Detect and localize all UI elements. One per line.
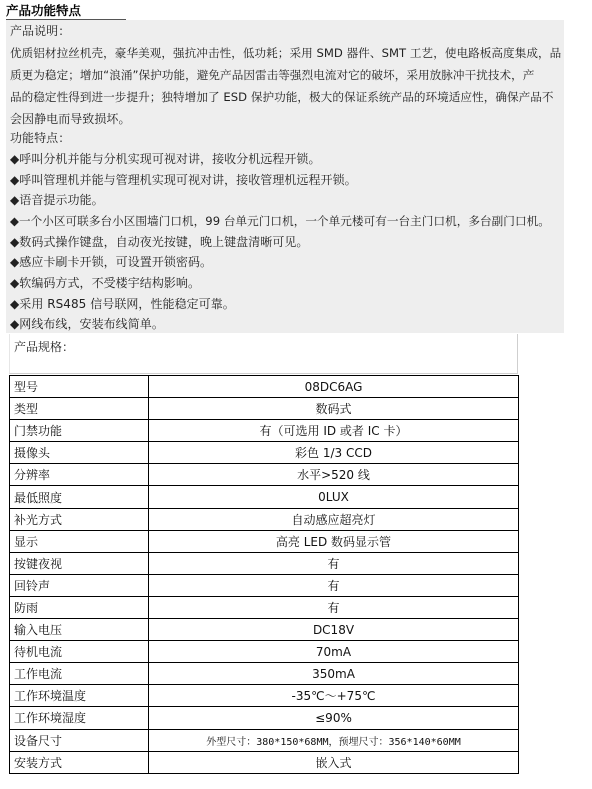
- table-row: [10, 574, 519, 596]
- spec-value: 有: [149, 574, 519, 596]
- spec-value: 数码式: [149, 398, 519, 420]
- spec-value: -35℃～+75℃: [149, 685, 519, 707]
- spec-value: 0LUX: [149, 486, 519, 508]
- description-block: [6, 20, 564, 333]
- spec-key: 显示: [10, 530, 149, 552]
- table-row: [10, 552, 519, 574]
- spec-key: 摄像头: [10, 442, 149, 464]
- spec-heading-box: [9, 334, 518, 374]
- spec-key: 工作环境湿度: [10, 707, 149, 729]
- table-row: [10, 530, 519, 552]
- feature-item: ◆一个小区可联多台小区围墙门口机，99 台单元门口机，一个单元楼可有一台主门口机，多台副门口机。: [10, 214, 550, 228]
- spec-key: 回铃声: [10, 574, 149, 596]
- table-row: [10, 508, 519, 530]
- feature-item: ◆采用 RS485 信号联网，性能稳定可靠。: [10, 297, 235, 311]
- feature-item: ◆呼叫分机并能与分机实现可视对讲，接收分机远程开锁。: [10, 152, 321, 166]
- spec-value: 高亮 LED 数码显示管: [149, 530, 519, 552]
- spec-value: 有: [149, 596, 519, 618]
- spec-heading: 产品规格：: [14, 340, 75, 354]
- table-row: [10, 442, 519, 464]
- table-row: [10, 751, 519, 773]
- feature-item: ◆语音提示功能。: [10, 193, 104, 207]
- table-row: [10, 619, 519, 641]
- description-line: 质更为稳定；增加“浪涌”保护功能，避免产品因雷击等强烈电流对它的破坏，采用放脉冲干扰技术，产: [10, 68, 535, 82]
- table-row: [10, 641, 519, 663]
- spec-value: 08DC6AG: [149, 376, 519, 398]
- spec-value: 彩色 1/3 CCD: [149, 442, 519, 464]
- spec-key: 待机电流: [10, 641, 149, 663]
- table-row: [10, 729, 519, 751]
- table-row: [10, 398, 519, 420]
- spec-value: 外型尺寸：380*150*68MM，预埋尺寸：356*140*60MM: [149, 729, 519, 751]
- spec-value: 水平>520 线: [149, 464, 519, 486]
- table-row: [10, 464, 519, 486]
- spec-key: 门禁功能: [10, 420, 149, 442]
- page-title: 产品功能特点: [6, 3, 82, 18]
- spec-key: 补光方式: [10, 508, 149, 530]
- description-heading: 产品说明：: [10, 24, 71, 38]
- spec-key: 设备尺寸: [10, 729, 149, 751]
- spec-key: 工作环境温度: [10, 685, 149, 707]
- spec-value: 有（可选用 ID 或者 IC 卡）: [149, 420, 519, 442]
- spec-value: 70mA: [149, 641, 519, 663]
- feature-item: ◆数码式操作键盘，自动夜光按键，晚上键盘清晰可见。: [10, 235, 309, 249]
- table-row: [10, 420, 519, 442]
- spec-key: 按键夜视: [10, 552, 149, 574]
- feature-item: ◆感应卡刷卡开锁，可设置开锁密码。: [10, 255, 213, 269]
- spec-key: 安装方式: [10, 751, 149, 773]
- spec-key: 型号: [10, 376, 149, 398]
- feature-item: ◆呼叫管理机并能与管理机实现可视对讲，接收管理机远程开锁。: [10, 173, 357, 187]
- table-row: [10, 596, 519, 618]
- spec-key: 分辨率: [10, 464, 149, 486]
- spec-value: 350mA: [149, 663, 519, 685]
- spec-key: 类型: [10, 398, 149, 420]
- table-row: [10, 663, 519, 685]
- spec-table: [9, 375, 519, 774]
- table-row: [10, 707, 519, 729]
- feature-item: ◆网线布线，安装布线简单。: [10, 317, 164, 331]
- description-line: 品的稳定性得到进一步提升；独特增加了 ESD 保护功能，极大的保证系统产品的环境适应性，确保产品不: [10, 90, 554, 104]
- spec-value: 自动感应超亮灯: [149, 508, 519, 530]
- spec-key: 输入电压: [10, 619, 149, 641]
- spec-value: ≤90%: [149, 707, 519, 729]
- spec-value: 嵌入式: [149, 751, 519, 773]
- features-heading: 功能特点：: [10, 131, 71, 145]
- spec-key: 最低照度: [10, 486, 149, 508]
- table-row: [10, 486, 519, 508]
- description-line: 优质铝材拉丝机壳，豪华美观，强抗冲击性，低功耗；采用 SMD 器件、SMT 工艺，使电路板高度集成，品: [10, 46, 562, 60]
- spec-value: 有: [149, 552, 519, 574]
- spec-key: 工作电流: [10, 663, 149, 685]
- spec-key: 防雨: [10, 596, 149, 618]
- table-row: [10, 376, 519, 398]
- feature-item: ◆软编码方式，不受楼宇结构影响。: [10, 276, 201, 290]
- description-line: 会因静电而导致损坏。: [10, 112, 131, 126]
- table-row: [10, 685, 519, 707]
- spec-value: DC18V: [149, 619, 519, 641]
